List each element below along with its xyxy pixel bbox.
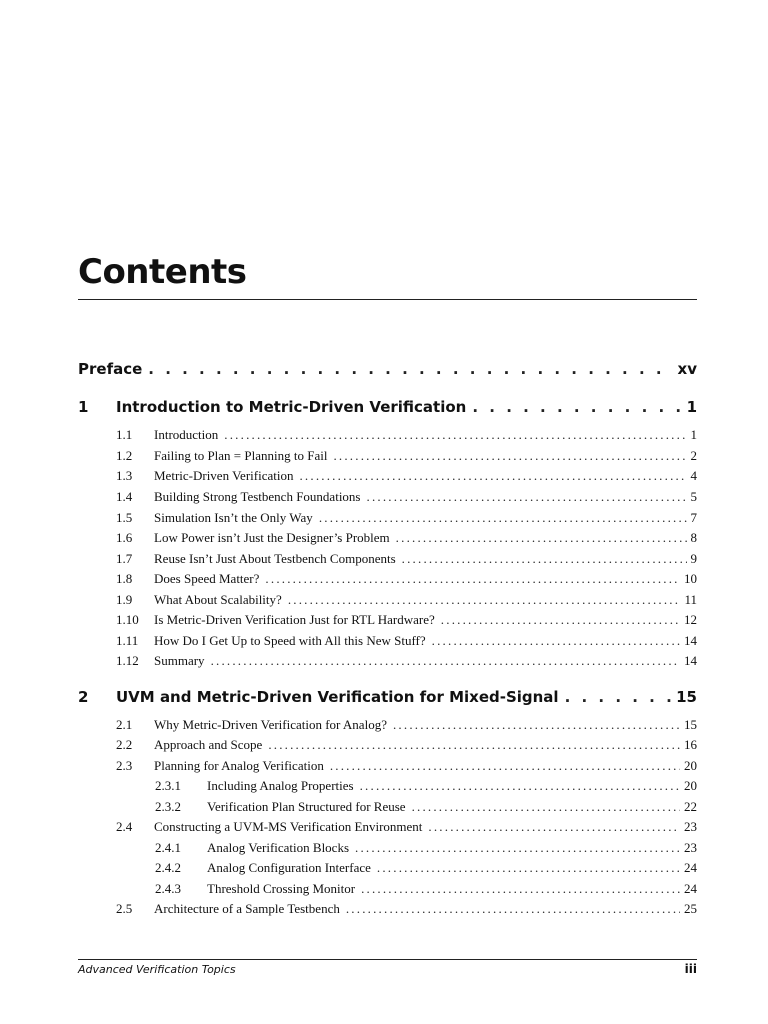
dot-leader: [330, 758, 680, 774]
toc-entry-section[interactable]: [78, 901, 697, 917]
dot-leader: [472, 398, 682, 416]
toc-entry-number: 1.8: [116, 571, 133, 586]
toc-entry-section[interactable]: [78, 571, 697, 587]
toc-entry-label: Reuse Isn’t Just About Testbench Components: [154, 551, 396, 566]
toc-entry-number: 2.1: [116, 717, 133, 732]
toc-entry-label: Including Analog Properties: [207, 778, 354, 793]
toc-entry-label: Why Metric-Driven Verification for Analog?: [154, 717, 387, 732]
toc-entry-page: 12: [684, 612, 697, 627]
toc-entry-section[interactable]: [78, 612, 697, 628]
toc-entry-label: Approach and Scope: [154, 737, 263, 752]
dot-leader: [319, 510, 687, 526]
toc-entry-number: 1.11: [116, 633, 139, 648]
toc-entry-page: 23: [684, 819, 697, 834]
toc-entry-number: 1.4: [116, 489, 133, 504]
dot-leader: [393, 717, 680, 733]
dot-leader: [360, 778, 680, 794]
toc-entry-label: How Do I Get Up to Speed with All this New Stuff?: [154, 633, 426, 648]
toc-entry-page: 22: [684, 799, 697, 814]
toc-entry-section[interactable]: [78, 592, 697, 608]
toc-entry-page: 16: [684, 737, 697, 752]
toc-entry-page: 2: [690, 448, 697, 463]
toc-entry-page: 15: [684, 717, 697, 732]
toc-entry-chapter[interactable]: [78, 688, 697, 706]
footer-rule: [78, 959, 697, 960]
toc-entry-number: 2.3.2: [155, 799, 181, 814]
toc-entry-label: Analog Verification Blocks: [207, 840, 350, 855]
toc-entry-page: 7: [690, 510, 697, 525]
dot-leader: [148, 360, 673, 378]
toc-entry-label: Verification Plan Structured for Reuse: [207, 799, 406, 814]
toc-entry-section[interactable]: [78, 489, 697, 505]
dot-leader: [377, 860, 680, 876]
dot-leader: [268, 737, 680, 753]
toc-entry-number: 1.3: [116, 468, 133, 483]
toc-entry-number: 1.1: [116, 427, 133, 442]
toc-entry-number: 2.2: [116, 737, 133, 752]
toc-entry-page: xv: [677, 360, 697, 378]
toc-entry-subsection[interactable]: [78, 840, 697, 856]
toc-entry-page: 24: [684, 881, 697, 896]
dot-leader: [412, 799, 680, 815]
toc-entry-section[interactable]: [78, 633, 697, 649]
toc-entry-section[interactable]: [78, 427, 697, 443]
toc-entry-label: Does Speed Matter?: [154, 571, 260, 586]
toc-entry-number: 2.4.3: [155, 881, 181, 896]
toc-entry-page: 9: [690, 551, 697, 566]
toc-entry-number: 1.12: [116, 653, 139, 668]
toc-entry-section[interactable]: [78, 737, 697, 753]
dot-leader: [441, 612, 680, 628]
toc-entry-number: 2.4: [116, 819, 133, 834]
toc-entry-label: Constructing a UVM-MS Verification Environment: [154, 819, 423, 834]
toc-entry-page: 14: [684, 633, 697, 648]
toc-entry-section[interactable]: [78, 819, 697, 835]
toc-entry-label: Planning for Analog Verification: [154, 758, 324, 773]
toc-entry-label: Failing to Plan = Planning to Fail: [154, 448, 328, 463]
toc-entry-number: 2.3.1: [155, 778, 181, 793]
toc-entry-page: 14: [684, 653, 697, 668]
toc-entry-section[interactable]: [78, 530, 697, 546]
toc-entry-label: Architecture of a Sample Testbench: [154, 901, 340, 916]
toc-entry-page: 25: [684, 901, 697, 916]
toc-entry-number: 2.4.2: [155, 860, 181, 875]
toc-entry-page: 15: [676, 688, 697, 706]
toc-entry-number: 1.9: [116, 592, 133, 607]
dot-leader: [396, 530, 687, 546]
toc-entry-label: Low Power isn’t Just the Designer’s Problem: [154, 530, 390, 545]
toc-entry-number: 2: [78, 688, 89, 706]
dot-leader: [367, 489, 687, 505]
dot-leader: [432, 633, 680, 649]
toc-entry-page: 1: [686, 398, 697, 416]
toc-entry-chapter[interactable]: [78, 398, 697, 416]
toc-entry-label: UVM and Metric-Driven Verification for Mixed-Signal: [116, 688, 559, 706]
dot-leader: [361, 881, 680, 897]
toc-entry-page: 1: [690, 427, 697, 442]
toc-entry-label: Introduction: [154, 427, 219, 442]
toc-entry-page: 24: [684, 860, 697, 875]
toc-entry-label: Threshold Crossing Monitor: [207, 881, 356, 896]
toc-entry-number: 1.10: [116, 612, 139, 627]
toc-entry-page: 11: [684, 592, 697, 607]
toc-entry-label: Introduction to Metric-Driven Verification: [116, 398, 467, 416]
toc-entry-number: 1.7: [116, 551, 133, 566]
toc-entry-page: 20: [684, 778, 697, 793]
toc-entry-section[interactable]: [78, 510, 697, 526]
footer-page-number: iii: [684, 962, 697, 976]
dot-leader: [565, 688, 673, 706]
toc-entry-label: Preface: [78, 360, 143, 378]
toc-entry-label: Building Strong Testbench Foundations: [154, 489, 361, 504]
dot-leader: [211, 653, 680, 669]
dot-leader: [355, 840, 680, 856]
footer-book-title: Advanced Verification Topics: [78, 963, 236, 976]
dot-leader: [333, 448, 686, 464]
dot-leader: [265, 571, 680, 587]
toc-entry-page: 10: [684, 571, 697, 586]
toc-entry-section[interactable]: [78, 717, 697, 733]
toc-entry-subsection[interactable]: [78, 860, 697, 876]
toc-entry-number: 1.2: [116, 448, 133, 463]
toc-entry-number: 1: [78, 398, 89, 416]
toc-entry-number: 1.6: [116, 530, 133, 545]
title-rule: [78, 299, 697, 300]
toc-entry-number: 1.5: [116, 510, 133, 525]
toc-entry-label: Is Metric-Driven Verification Just for RTL Hardware?: [154, 612, 435, 627]
toc-entry-label: Summary: [154, 653, 205, 668]
toc-entry-section[interactable]: [78, 551, 697, 567]
page-title: Contents: [78, 252, 247, 292]
toc-entry-section[interactable]: [78, 758, 697, 774]
toc-entry-label: What About Scalability?: [154, 592, 282, 607]
toc-entry-number: 2.3: [116, 758, 133, 773]
toc-entry-page: 23: [684, 840, 697, 855]
dot-leader: [299, 468, 686, 484]
toc-entry-preface[interactable]: [78, 360, 697, 378]
toc-entry-section[interactable]: [78, 653, 697, 669]
dot-leader: [224, 427, 686, 443]
toc-entry-page: 4: [690, 468, 697, 483]
dot-leader: [402, 551, 687, 567]
toc-entry-page: 20: [684, 758, 697, 773]
dot-leader: [428, 819, 680, 835]
toc-entry-section[interactable]: [78, 448, 697, 464]
toc-entry-subsection[interactable]: [78, 881, 697, 897]
dot-leader: [288, 592, 681, 608]
toc-entry-label: Simulation Isn’t the Only Way: [154, 510, 313, 525]
toc-entry-page: 5: [690, 489, 697, 504]
dot-leader: [346, 901, 680, 917]
toc-entry-number: 2.5: [116, 901, 133, 916]
toc-entry-page: 8: [690, 530, 697, 545]
toc-entry-number: 2.4.1: [155, 840, 181, 855]
toc-entry-subsection[interactable]: [78, 799, 697, 815]
toc-entry-label: Metric-Driven Verification: [154, 468, 294, 483]
toc-entry-section[interactable]: [78, 468, 697, 484]
toc-entry-subsection[interactable]: [78, 778, 697, 794]
toc-entry-label: Analog Configuration Interface: [207, 860, 371, 875]
